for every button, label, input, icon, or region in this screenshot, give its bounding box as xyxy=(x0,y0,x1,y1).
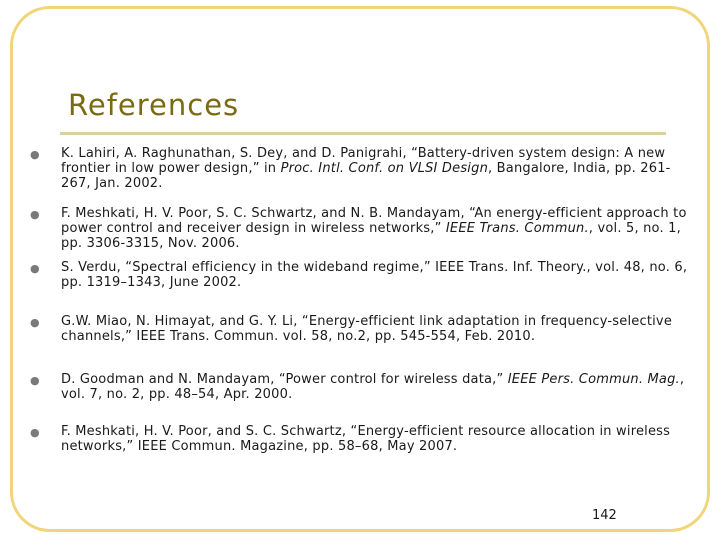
reference-item xyxy=(30,372,690,424)
reference-item xyxy=(30,260,690,314)
bullet-icon xyxy=(30,206,61,222)
slide-title: References xyxy=(68,88,240,122)
bullet-icon xyxy=(30,260,61,276)
bullet-icon xyxy=(30,424,61,440)
reference-item xyxy=(30,146,690,206)
title-underline xyxy=(60,132,666,135)
bullet-icon xyxy=(30,146,61,162)
reference-text: G.W. Miao, N. Himayat, and G. Y. Li, “Energy-efficient link adaptation in frequency-selective channels,” IEEE Trans. Commun. vol. 58, no.2, pp. 545-554, Feb. 2010. xyxy=(61,314,673,344)
reference-text: K. Lahiri, A. Raghunathan, S. Dey, and D. Panigrahi, “Battery-driven system design: A new frontier in low power design,” in Proc. Intl. Conf. on VLSI Design, Bangalore, India, pp. 261-267, Jan. 2002. xyxy=(61,146,671,191)
reference-item xyxy=(30,424,690,464)
reference-item xyxy=(30,206,690,260)
reference-text: S. Verdu, “Spectral efficiency in the wideband regime,” IEEE Trans. Inf. Theory., vol. 48, no. 6, pp. 1319–1343, June 2002. xyxy=(61,260,688,290)
page-number: 142 xyxy=(592,508,617,523)
reference-item xyxy=(30,314,690,372)
bullet-icon xyxy=(30,314,61,330)
reference-text: F. Meshkati, H. V. Poor, S. C. Schwartz, and N. B. Mandayam, “An energy-efficient approach to power control and receiver design in wireless networks,” IEEE Trans. Commun., vol. 5, no. 1, pp. 3306-3315, Nov. 2006. xyxy=(61,206,687,251)
reference-text: D. Goodman and N. Mandayam, “Power control for wireless data,” IEEE Pers. Commun. Mag., vol. 7, no. 2, pp. 48–54, Apr. 2000. xyxy=(61,372,685,402)
reference-list xyxy=(30,146,690,464)
bullet-icon xyxy=(30,372,61,388)
reference-text: F. Meshkati, H. V. Poor, and S. C. Schwartz, “Energy-efficient resource allocation in wireless networks,” IEEE Commun. Magazine, pp. 58–68, May 2007. xyxy=(61,424,671,454)
